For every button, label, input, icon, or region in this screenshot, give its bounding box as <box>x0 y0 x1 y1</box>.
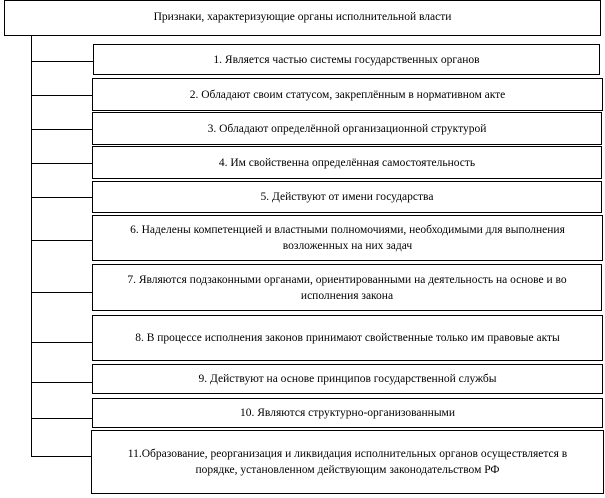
feature-text-2: 2. Обладают своим статусом, закреплённым в нормативном акте <box>189 88 506 101</box>
feature-box-4 <box>92 146 602 179</box>
connector-4 <box>31 163 93 164</box>
feature-text-7: 7. Являются подзаконными органами, ориентированными на деятельность на основе и во исполнения закона <box>127 273 567 302</box>
feature-text-6: 6. Наделены компетенцией и властными полномочиями, необходимыми для выполнения возложенных на них задач <box>130 224 565 252</box>
feature-text-3: 3. Обладают определённой организационной структурой <box>207 122 487 135</box>
trunk-line <box>31 36 32 456</box>
feature-text-1: 1. Является частью системы государственных органов <box>213 53 480 66</box>
connector-11 <box>31 456 93 457</box>
feature-box-1 <box>93 44 600 75</box>
feature-box-5 <box>92 181 602 213</box>
feature-box-6 <box>92 215 603 261</box>
connector-3 <box>31 129 93 130</box>
connector-9 <box>31 382 93 383</box>
connector-10 <box>31 418 93 419</box>
connector-2 <box>31 95 93 96</box>
feature-text-5: 5. Действуют от имени государства <box>260 191 434 203</box>
feature-text-10: 10. Являются структурно-организованными <box>240 407 455 419</box>
connector-8 <box>31 342 93 343</box>
feature-text-8: 8. В процессе исполнения законов принимают свойственные только им правовые акты <box>135 332 560 344</box>
feature-text-11: 11.Образование, реорганизация и ликвидация исполнительных органов осуществляется в порядке, установленном действующим законодательством РФ <box>127 448 568 476</box>
connector-5 <box>31 197 93 198</box>
connector-6 <box>31 240 93 241</box>
feature-box-9 <box>92 364 603 394</box>
diagram-title-box <box>4 0 601 36</box>
feature-box-7 <box>92 264 602 311</box>
feature-box-8 <box>92 315 603 361</box>
feature-box-10 <box>92 398 603 428</box>
feature-text-4: 4. Им свойственна определённая самостоятельность <box>218 156 476 169</box>
connector-1 <box>31 61 93 62</box>
feature-box-2 <box>92 78 603 111</box>
feature-text-9: 9. Действуют на основе принципов государственной службы <box>198 373 497 385</box>
diagram-title: Признаки, характеризующие органы исполнительной власти <box>153 11 452 23</box>
connector-7 <box>31 292 93 293</box>
feature-box-3 <box>92 112 602 145</box>
feature-box-11 <box>91 430 604 494</box>
